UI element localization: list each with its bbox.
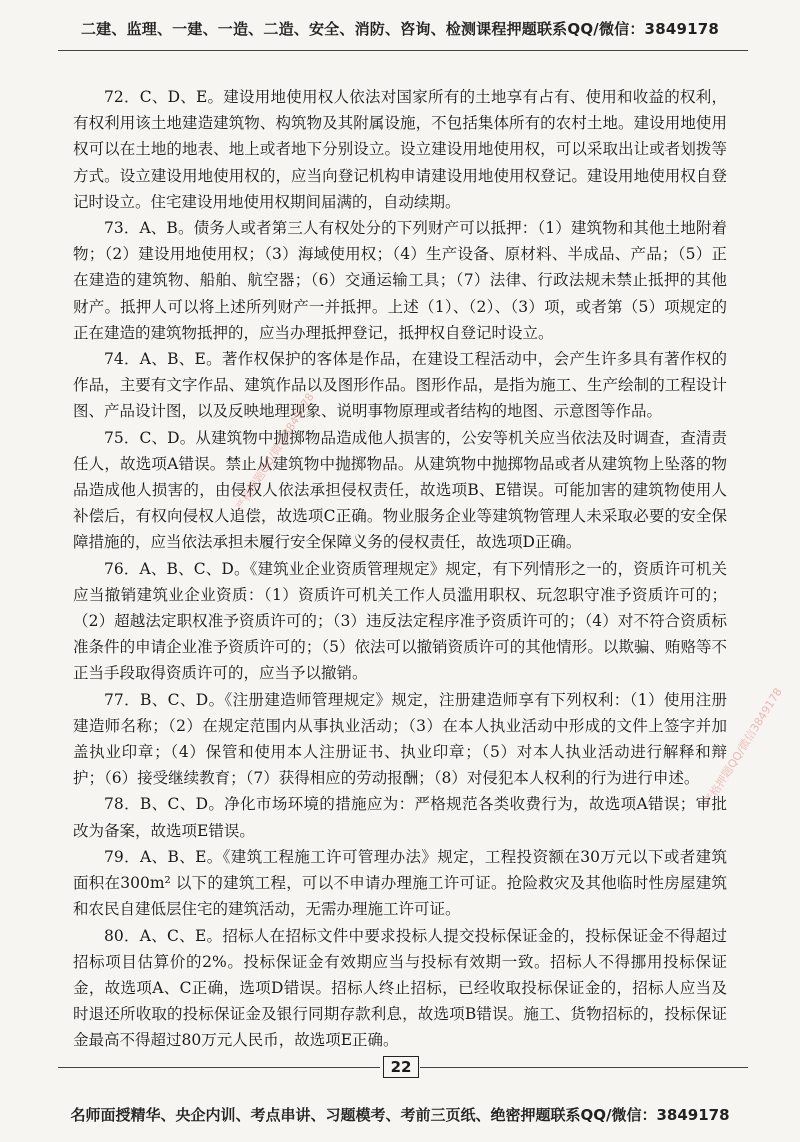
answer-79: 79．A、B、E。《建筑工程施工许可管理办法》规定，工程投资额在30万元以下或者建筑面积在300m² 以下的建筑工程，可以不申请办理施工许可证。抢险救灾及其他临时性房屋建筑和农民自建低层住宅的建筑活动，无需办理施工许可证。 xyxy=(73,847,727,919)
page-header: 二建、监理、一建、一造、二造、安全、消防、咨询、检测课程押题联系QQ/微信：3849178 xyxy=(80,20,720,38)
answer-75: 75．C、D。从建筑物中抛掷物品造成他人损害的，公安等机关应当依法及时调查，查清责任人，故选项A错误。禁止从建筑物中抛掷物品。从建筑物中抛掷物品或者从建筑物上坠落的物品造成他人损害的，由侵权人依法承担侵权责任，故选项B、E错误。可能加害的建筑物使用人补偿后，有权向侵权人追偿，故选项C正确。物业服务企业等建筑物管理人未采取必要的安全保障措施的，应当依法承担未履行安全保障义务的侵权责任，故选项D正确。 xyxy=(73,428,727,552)
answer-explanations xyxy=(73,84,727,1054)
watermark: 严格押题QQ/微信3849178 xyxy=(233,390,317,513)
answer-76: 76．A、B、C、D。《建筑业企业资质管理规定》规定，有下列情形之一的，资质许可机关应当撤销建筑业企业资质：（1）资质许可机关工作人员滥用职权、玩忽职守准予资质许可的；（2）超越法定职权准予资质许可的；（3）违反法定程序准予资质许可的；（4）对不符合资质标准条件的申请企业准予资质许可的；（5）依法可以撤销资质许可的其他情形。以欺骗、贿赂等不正当手段取得资质许可的，应当予以撤销。 xyxy=(73,559,727,683)
answer-74: 74．A、B、E。著作权保护的客体是作品，在建设工程活动中，会产生许多具有著作权的作品，主要有文字作品、建筑作品以及图形作品。图形作品，是指为施工、生产绘制的工程设计图、产品设计图，以及反映地理现象、说明事物原理或者结构的地图、示意图等作品。 xyxy=(73,350,727,421)
answer-73: 73．A、B。债务人或者第三人有权处分的下列财产可以抵押：（1）建筑物和其他土地附着物；（2）建设用地使用权；（3）海域使用权；（4）生产设备、原材料、半成品、产品；（5）正在建造的建筑物、船舶、航空器；（6）交通运输工具；（7）法律、行政法规未禁止抵押的其他财产。抵押人可以将上述所列财产一并抵押。上述（1）、（2）、（3）项，或者第（5）项规定的正在建造的建筑物抵押的，应当办理抵押登记，抵押权自登记时设立。 xyxy=(73,219,727,342)
header-divider xyxy=(58,50,748,51)
answer-77: 77．B、C、D。《注册建造师管理规定》规定，注册建造师享有下列权利：（1）使用注册建造师名称；（2）在规定范围内从事执业活动；（3）在本人执业活动中形成的文件上签字并加盖执业印章；（4）保管和使用本人注册证书、执业印章；（5）对本人执业活动进行解释和辩护；（6）接受继续教育；（7）获得相应的劳动报酬；（8）对侵犯本人权利的行为进行申述。 xyxy=(73,690,727,788)
answer-72: 72．C、D、E。建设用地使用权人依法对国家所有的土地享有占有、使用和收益的权利，有权利用该土地建造建筑物、构筑物及其附属设施，不包括集体所有的农村土地。建设用地使用权可以在土地的地表、地上或者地下分别设立。设立建设用地使用权，可以采取出让或者划拨等方式。设立建设用地使用权的，应当向登记机构申请建设用地使用权登记。建设用地使用权自登记时设立。住宅建设用地使用权期间届满的，自动续期。 xyxy=(73,88,727,211)
page-number: 22 xyxy=(383,1056,419,1078)
answer-80: 80．A、C、E。招标人在招标文件中要求投标人提交投标保证金的，投标保证金不得超过招标项目估算价的2%。投标保证金有效期应当与投标有效期一致。招标人不得挪用投标保证金，故选项A、C正确，选项D错误。招标人终止招标，已经收取投标保证金的，招标人应当及时退还所收取的投标保证金及银行同期存款利息，故选项B错误。施工、货物招标的，投标保证金最高不得超过80万元人民币，故选项E正确。 xyxy=(73,926,727,1050)
page-footer: 名师面授精华、央企内训、考点串讲、习题模考、考前三页纸、绝密押题联系QQ/微信：3849178 xyxy=(70,1106,730,1124)
answer-78: 78．B、C、D。净化市场环境的措施应为：严格规范各类收费行为，故选项A错误；审批改为备案，故选项E错误。 xyxy=(73,795,727,840)
watermark: 严格押题QQ/微信3849178 xyxy=(701,685,785,808)
